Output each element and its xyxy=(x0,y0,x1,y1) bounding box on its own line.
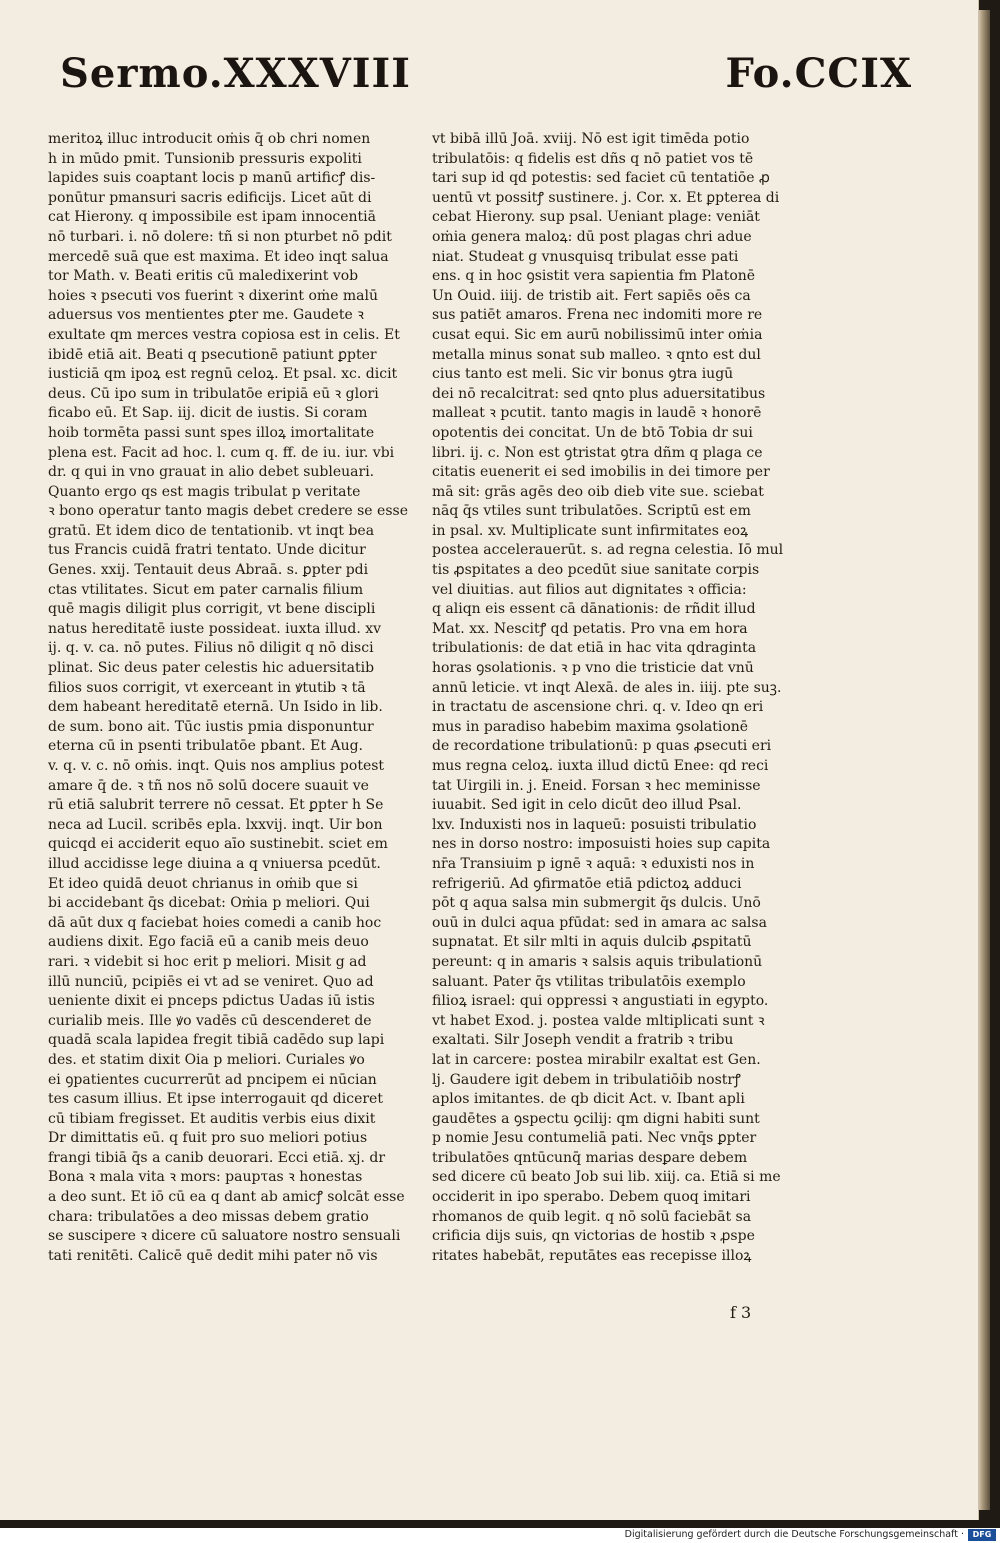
text-line: vt bibā illū Joā. xviij. Nō est igit timēda potio xyxy=(432,131,750,147)
text-line: des. et statim dixit Oia p meliori. Curiales ꝟo xyxy=(48,1051,365,1068)
text-line: nes in dorso nostro: imposuisti hoies sup capita xyxy=(432,836,771,853)
text-line: nō turbari. i. nō dolere: tñ si non pturbet nō pdit xyxy=(48,228,392,245)
text-line: tari sup id qd potestis: sed faciet cū tentatiōe ꝓ xyxy=(432,170,770,187)
text-line: nāq q̄s vtiles sunt tribulatōes. Scriptū est em xyxy=(432,503,751,520)
text-line: filios suos corrigit, vt exerceant in ꝟtutib ꝛ tā xyxy=(48,679,366,696)
text-line: mā sit: grās agēs deo oib dieb vite sue. sciebat xyxy=(432,483,764,500)
text-line: tribulatōis: q fidelis est dñs q nō patiet vos tē xyxy=(432,150,754,167)
text-line: dr. q qui in vno grauat in alio debet subleuari. xyxy=(48,464,375,481)
text-line: malleat ꝛ pcutit. tanto magis in laudē ꝛ honorē xyxy=(432,405,762,422)
text-line: aduersus vos mentientes ꝑter me. Gaudete ꝛ xyxy=(48,307,364,324)
text-line: annū leticie. vt inqt Alexā. de ales in. iiij. pte suꝫ. xyxy=(432,679,782,696)
text-line: natus hereditatē iuste possideat. iuxta illud. xv xyxy=(48,620,382,637)
signature-mark: f 3 xyxy=(730,1303,752,1322)
text-line: ritates habebāt, reputātes eas recepisse illoꝝ xyxy=(432,1247,752,1264)
text-line: ꝛ bono operatur tanto magis debet credere se esse xyxy=(48,503,408,520)
text-line: ibidē etiā ait. Beati q psecutionē patiunt ꝑpter xyxy=(48,346,377,363)
text-line: frangi tibiā q̄s a canib deuorari. Ecci etiā. xj. dr xyxy=(48,1149,386,1166)
text-line: amare q̄ de. ꝛ tñ nos nō solū docere suauit ve xyxy=(48,777,369,794)
text-line: vel diuitias. aut filios aut dignitates ꝛ officia: xyxy=(432,581,747,598)
text-line: mus in paradiso habebim maxima ꝯsolationē xyxy=(432,718,749,735)
text-line: rū etiā salubrit terrere nō cessat. Et ꝑpter h Se xyxy=(48,797,384,814)
text-line: lat in carcere: postea mirabilr exaltat est Gen. xyxy=(432,1051,761,1068)
text-line: quadā scala lapidea fregit tibiā cadēdo sup lapi xyxy=(48,1032,385,1049)
footer-bar xyxy=(0,1528,1000,1543)
text-line: rhomanos de quib legit. q nō solū faciebāt sa xyxy=(432,1208,752,1225)
text-line: tus Francis cuidā fratri tentato. Unde dicitur xyxy=(48,542,366,559)
text-line: opotentis dei concitat. Un de btō Tobia dr sui xyxy=(432,424,753,441)
text-line: gaudētes a ꝯspectu ꝯcilij: qm digni habiti sunt xyxy=(432,1110,760,1127)
text-line: tribulationis: de dat etiā in hac vita qdraginta xyxy=(432,640,757,657)
text-line: vt habet Exod. j. postea valde mltiplicati sunt ꝛ xyxy=(432,1012,765,1029)
text-line: hoib tormēta passi sunt spes illoꝝ imortalitate xyxy=(48,424,375,441)
text-line: meritoꝝ illuc introducit oṁis q̄ ob chri nomen xyxy=(48,131,371,147)
text-line: libri. ij. c. Non est ꝯtristat ꝯtra dñm q plaga ce xyxy=(432,444,763,461)
text-line: Mat. xx. Nescitꝭ qd petatis. Pro vna em hora xyxy=(432,620,748,637)
text-line: postea accelerauerūt. s. ad regna celestia. Iō mul xyxy=(432,542,784,559)
text-line: ueniente dixit ei pnceps pdictus Uadas iū istis xyxy=(48,993,375,1010)
text-line: mus regna celoꝝ. iuxta illud dictū Enee: qd reci xyxy=(432,758,769,774)
text-line: occiderit in ipo sperabo. Debem quoq imitari xyxy=(432,1189,751,1206)
text-line: tat Uirgili in. j. Eneid. Forsan ꝛ hec meminisse xyxy=(432,777,761,794)
text-line: in tractatu de ascensione chri. q. v. Ideo qn eri xyxy=(432,699,764,716)
text-line: crificia dijs suis, qn victorias de hostib ꝛ ꝓspe xyxy=(432,1228,755,1245)
text-line: tati renitēti. Calicē quē dedit mihi pater nō vis xyxy=(48,1247,378,1264)
text-line: plinat. Sic deus pater celestis hic aduersitatib xyxy=(48,660,375,677)
text-line: se suscipere ꝛ dicere cū saluatore nostro sensuali xyxy=(48,1228,401,1245)
text-column-left xyxy=(48,130,410,1266)
text-line: ficabo eū. Et Sap. iij. dicit de iustis. Si coram xyxy=(48,405,368,422)
text-line: illud accidisse lege diuina a q vniuersa pcedūt. xyxy=(48,855,381,872)
text-line: deus. Cū ipo sum in tribulatōe eripiā eū ꝛ glori xyxy=(48,385,379,402)
running-head xyxy=(60,50,912,102)
text-line: bi accidebant q̄s dicebat: Oṁia p meliori. Qui xyxy=(48,895,370,912)
text-line: v. q. v. c. nō oṁis. inqt. Quis nos amplius potest xyxy=(48,758,385,774)
text-line: cusat equi. Sic em aurū nobilissimū inter oṁia xyxy=(432,326,763,343)
text-line: Quanto ergo qs est magis tribulat p veritate xyxy=(48,483,361,500)
text-line: Genes. xxij. Tentauit deus Abraā. s. ꝑpter pdi xyxy=(48,562,369,579)
running-head-folio: Fo.CCIX xyxy=(725,50,912,97)
running-head-sermon: Sermo.XXXVIII xyxy=(60,50,411,97)
text-line: supnatat. Et silr mlti in aquis dulcib ꝓspitatū xyxy=(432,934,752,951)
text-line: Bona ꝛ mala vita ꝛ mors: paupτas ꝛ honestas xyxy=(48,1169,363,1186)
text-line: pereunt: q in amaris ꝛ salsis aquis tribulationū xyxy=(432,953,763,970)
text-line: tribulatōes qntūcunq̄ marias desꝑare debem xyxy=(432,1149,748,1166)
text-line: exaltati. Silr Joseph vendit a fratrib ꝛ tribu xyxy=(432,1032,734,1049)
text-line: lapides suis coaptant locis p manū artificꝭ dis- xyxy=(48,170,376,187)
text-line: curialib meis. Ille ꝟo vadēs cū descenderet de xyxy=(48,1012,372,1029)
footer-credit: Digitalisierung gefördert durch die Deutsche Forschungsgemeinschaft · xyxy=(624,1529,964,1540)
text-line: lj. Gaudere igit debem in tribulatiōib nostrꝭ xyxy=(432,1071,741,1088)
text-line: sus patiēt amaros. Frena nec indomiti more re xyxy=(432,307,763,324)
text-line: ctas vtilitates. Sicut em pater carnalis filium xyxy=(48,581,364,598)
text-line: horas ꝯsolationis. ꝛ p vno die tristicie dat vnū xyxy=(432,660,754,677)
text-line: ei ꝯpatientes cucurrerūt ad pncipem ei nūcian xyxy=(48,1071,377,1088)
text-line: refrigeriū. Ad ꝯfirmatōe etiā pdictoꝝ adduci xyxy=(432,875,742,892)
text-line: de recordatione tribulationū: p quas ꝓsecuti eri xyxy=(432,738,772,755)
text-line: filioꝝ israel: qui oppressi ꝛ angustiati in egypto. xyxy=(432,993,769,1010)
text-line: cat Hierony. q impossibile est ipam innocentiā xyxy=(48,209,376,226)
text-line: citatis euenerit ei sed imobilis in dei timore per xyxy=(432,464,770,481)
text-line: mercedē suā que est maxima. Et ideo inqt salua xyxy=(48,248,389,265)
text-line: Dr dimittatis eū. q fuit pro suo meliori potius xyxy=(48,1130,368,1147)
text-line: dem habeant hereditatē eternā. Un Isido in lib. xyxy=(48,699,383,716)
text-line: a deo sunt. Et iō cū ea q dant ab amicꝭ solcāt esse xyxy=(48,1189,405,1206)
text-line: cius tanto est meli. Sic vir bonus ꝯtra iugū xyxy=(432,366,734,383)
text-line: plena est. Facit ad hoc. l. cum q. ff. de iu. iur. vbi xyxy=(48,444,395,461)
text-line: dā aūt dux q faciebat hoies comedi a canib hoc xyxy=(48,914,382,931)
text-line: aplos imitantes. de qb dicit Act. v. Ibant apli xyxy=(432,1091,745,1108)
text-line: chara: tribulatōes a deo missas debem gratio xyxy=(48,1208,369,1225)
text-line: rari. ꝛ videbit si hoc erit p meliori. Misit g ad xyxy=(48,953,367,970)
text-line: hoies ꝛ psecuti vos fuerint ꝛ dixerint oṁe malū xyxy=(48,287,379,304)
text-line: metalla minus sonat sub malleo. ꝛ qnto est dul xyxy=(432,346,761,363)
text-line: uentū vt possitꝭ sustinere. j. Cor. x. Et ꝑpterea di xyxy=(432,189,780,206)
text-line: oṁia genera maloꝝ: dū post plagas chri adue xyxy=(432,228,752,245)
text-line: Un Ouid. iiij. de tristib ait. Fert sapiēs oēs ca xyxy=(432,287,751,304)
text-line: lxv. Induxisti nos in laqueū: posuisti tribulatio xyxy=(432,816,757,833)
text-line: niat. Studeat g vnusquisq tribulat esse pati xyxy=(432,248,739,265)
text-line: h in mūdo pmit. Tunsionib pressuris expoliti xyxy=(48,150,362,167)
text-line: ens. q in hoc ꝯsistit vera sapientia fm Platonē xyxy=(432,268,756,285)
text-line: ij. q. v. ca. nō putes. Filius nō diligit q nō disci xyxy=(48,640,374,657)
text-line: quē magis diligit plus corrigit, vt bene discipli xyxy=(48,601,376,618)
text-line: q aliqn eis essent cā dānationis: de rñdit illud xyxy=(432,601,756,618)
text-line: gratū. Et idem dico de tentationib. vt inqt bea xyxy=(48,522,375,539)
text-line: nr̄a Transiuim p ignē ꝛ aquā: ꝛ eduxisti nos in xyxy=(432,855,755,872)
text-line: sed dicere cū beato Job sui lib. xiij. ca. Etiā si me xyxy=(432,1169,781,1186)
text-line: tis ꝓspitates a deo pcedūt siue sanitate corpis xyxy=(432,562,760,579)
text-line: illū nunciū, pcipiēs ei vt ad se veniret. Quo ad xyxy=(48,973,374,990)
page-edge xyxy=(978,10,990,1510)
text-line: cū tibiam fregisset. Et auditis verbis eius dixit xyxy=(48,1110,376,1127)
text-line: pōt q aqua salsa min submergit q̄s dulcis. Unō xyxy=(432,895,761,912)
text-line: audiens dixit. Ego faciā eū a canib meis deuo xyxy=(48,934,369,951)
text-line: de sum. bono ait. Tūc iustis pmia disponuntur xyxy=(48,718,374,735)
text-column-right xyxy=(432,130,804,1266)
text-line: ponūtur pmansuri sacris edificijs. Licet aūt di xyxy=(48,189,372,206)
text-line: ouū in dulci aqua pfūdat: sed in amara ac salsa xyxy=(432,914,767,931)
text-line: iuuabit. Sed igit in celo dicūt deo illud Psal. xyxy=(432,797,742,814)
text-line: Et ideo quidā deuot chrianus in oṁib que si xyxy=(48,875,358,892)
dfg-logo: DFG xyxy=(968,1529,996,1541)
text-line: tes casum illius. Et ipse interrogauit qd diceret xyxy=(48,1091,383,1108)
text-line: exultate qm merces vestra copiosa est in celis. Et xyxy=(48,326,400,343)
text-line: saluant. Pater q̄s vtilitas tribulatōis exemplo xyxy=(432,973,746,990)
text-line: eterna cū in psenti tribulatōe pbant. Et Aug. xyxy=(48,738,363,755)
text-line: cebat Hierony. sup psal. Ueniant plage: veniāt xyxy=(432,209,760,226)
text-line: p nomie Jesu contumeliā pati. Nec vnq̄s ꝑpter xyxy=(432,1130,757,1147)
text-line: iusticiā qm ipoꝝ est regnū celoꝝ. Et psal. xc. dicit xyxy=(48,366,398,383)
text-line: dei nō recalcitrat: sed qnto plus aduersitatibus xyxy=(432,385,766,402)
text-line: tor Math. v. Beati eritis cū maledixerint vob xyxy=(48,268,359,285)
text-line: in psal. xv. Multiplicate sunt infirmitates eoꝝ xyxy=(432,522,749,539)
text-line: neca ad Lucil. scribēs epla. lxxvij. inqt. Uir bon xyxy=(48,816,383,833)
text-line: quicqd ei acciderit equo aīo sustinebit. sciet em xyxy=(48,836,388,853)
